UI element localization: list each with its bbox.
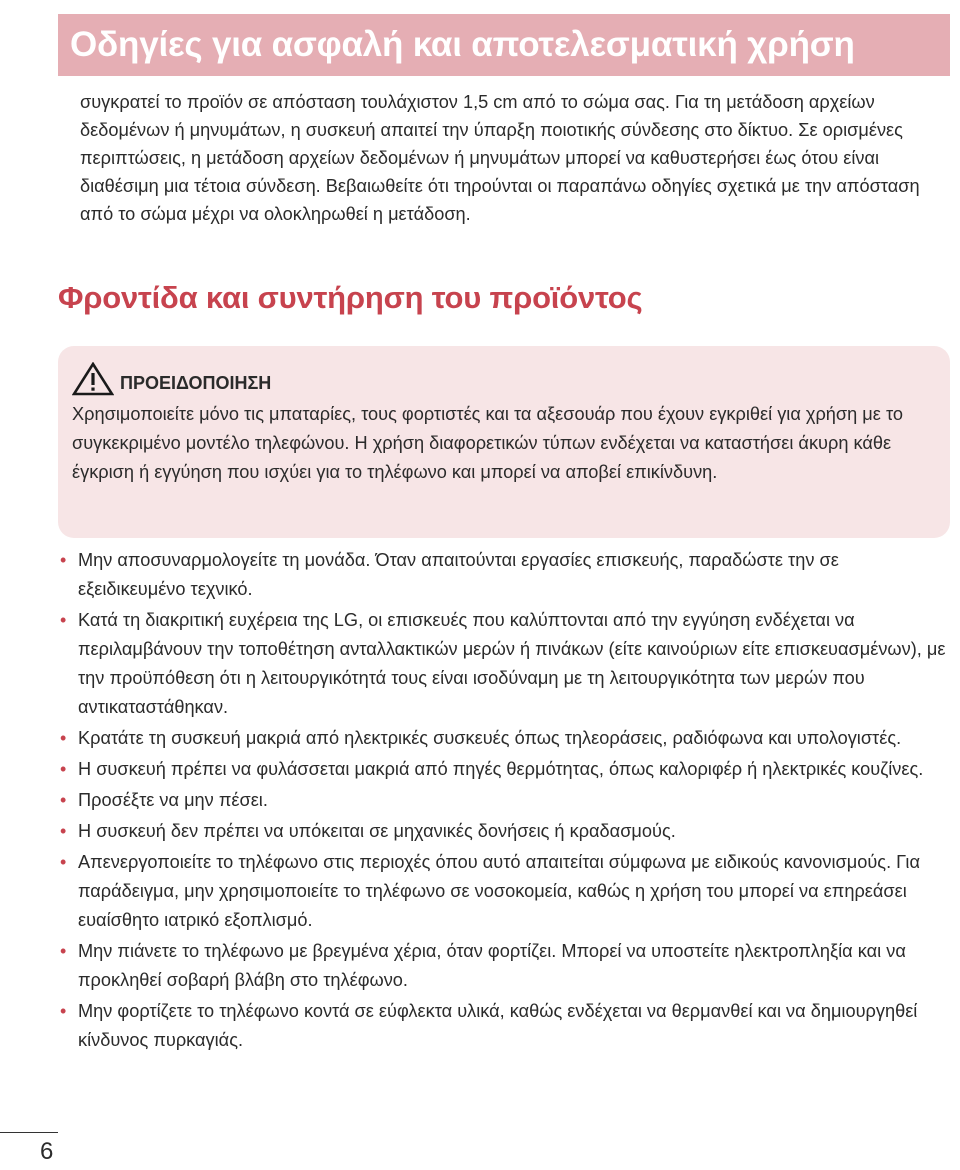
list-item [58,937,950,995]
bullet-dot-icon: • [60,759,67,779]
warning-header [72,360,934,396]
list-item-text: Μην αποσυναρμολογείτε τη μονάδα. Όταν απαιτούνται εργασίες επισκευής, παραδώστε την σε εξειδικευμένο τεχνικό. [78,550,839,599]
footer-rule [0,1132,58,1133]
intro-paragraph: συγκρατεί το προϊόν σε απόσταση τουλάχιστον 1,5 cm από το σώμα σας. Για τη μετάδοση αρχείων δεδομένων ή μηνυμάτων, η συσκευή απαιτεί την ύπαρξη ποιοτικής σύνδεσης στο δίκτυο. Σε ορισμένες περιπτώσεις, η μετάδοση αρχείων δεδομένων ή μηνυμάτων μπορεί να καθυστερήσει έως ότου είναι διαθέσιμη μια τέτοια σύνδεση. Βεβαιωθείτε ότι τηρούνται οι παραπάνω οδηγίες σχετικά με την απόσταση από το σώμα μέχρι να ολοκληρωθεί η μετάδοση. [80,92,920,224]
page-number: 6 [40,1138,54,1165]
bullet-dot-icon: • [60,728,67,748]
section-title: Φροντίδα και συντήρηση του προϊόντος [58,280,643,315]
list-item-text: Κρατάτε τη συσκευή μακριά από ηλεκτρικές συσκευές όπως τηλεοράσεις, ραδιόφωνα και υπολογιστές. [78,728,902,748]
list-item-text: Μην πιάνετε το τηλέφωνο με βρεγμένα χέρια, όταν φορτίζει. Μπορεί να υποστείτε ηλεκτροπληξία και να προκληθεί σοβαρή βλάβη στο τηλέφωνο. [78,941,906,990]
list-item-text: Η συσκευή πρέπει να φυλάσσεται μακριά από πηγές θερμότητας, όπως καλοριφέρ ή ηλεκτρικές κουζίνες. [78,759,924,779]
warning-box [58,346,950,538]
bullet-dot-icon: • [60,550,67,570]
list-item-text: Απενεργοποιείτε το τηλέφωνο στις περιοχές όπου αυτό απαιτείται σύμφωνα με ειδικούς κανονισμούς. Για παράδειγμα, μην χρησιμοποιείτε το τηλέφωνο σε νοσοκομεία, καθώς η χρήση του μπορεί να επηρεάσει ευαίσθητο ιατρικό εξοπλισμό. [78,852,920,930]
warning-text: Χρησιμοποιείτε μόνο τις μπαταρίες, τους φορτιστές και τα αξεσουάρ που έχουν εγκριθεί για χρήση με το συγκεκριμένο μοντέλο τηλεφώνου. Η χρήση διαφορετικών τύπων ενδέχεται να καταστήσει άκυρη κάθε έγκριση ή εγγύηση που ισχύει για το τηλέφωνο και μπορεί να αποβεί επικίνδυνη. [72,404,903,482]
list-item [58,546,950,604]
bullet-dot-icon: • [60,821,67,841]
list-item-text: Η συσκευή δεν πρέπει να υπόκειται σε μηχανικές δονήσεις ή κραδασμούς. [78,821,676,841]
care-bullet-list [58,546,950,1057]
list-item [58,997,950,1055]
list-item-text: Κατά τη διακριτική ευχέρεια της LG, οι επισκευές που καλύπτονται από την εγγύηση ενδέχεται να περιλαμβάνουν την τοποθέτηση ανταλλακτικών μερών ή πινάκων (είτε καινούριων είτε επισκευασμένων), με την προϋπόθεση ότι η λειτουργικότητά τους είναι ισοδύναμη με τη λειτουργικότητα των μερών που αντικαταστάθηκαν. [78,610,946,717]
list-item [58,848,950,935]
warning-triangle-icon [72,362,114,396]
list-item-text: Προσέξτε να μην πέσει. [78,790,268,810]
list-item [58,755,950,784]
list-item [58,724,950,753]
bullet-dot-icon: • [60,790,67,810]
bullet-dot-icon: • [60,610,67,630]
warning-label: ΠΡΟΕΙΔΟΠΟΙΗΣΗ [120,373,272,393]
chapter-header-bar [58,14,950,76]
list-item [58,606,950,722]
bullet-dot-icon: • [60,852,67,872]
chapter-title: Οδηγίες για ασφαλή και αποτελεσματική χρήση [70,25,855,64]
list-item [58,786,950,815]
list-item [58,817,950,846]
bullet-dot-icon: • [60,941,67,961]
bullet-dot-icon: • [60,1001,67,1021]
list-item-text: Μην φορτίζετε το τηλέφωνο κοντά σε εύφλεκτα υλικά, καθώς ενδέχεται να θερμανθεί και να δημιουργηθεί κίνδυνος πυρκαγιάς. [78,1001,918,1050]
